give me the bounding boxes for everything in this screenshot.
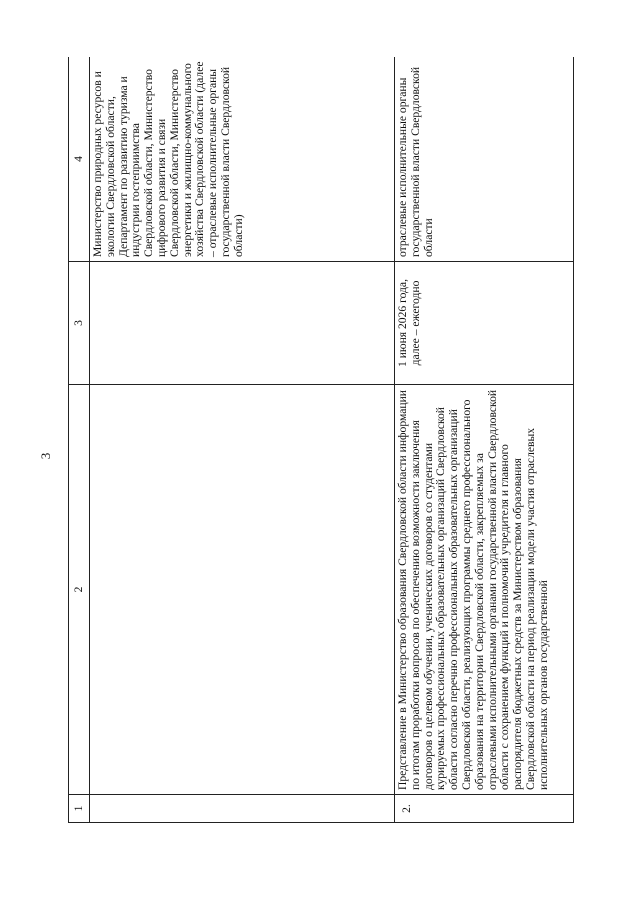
- row1-term: [90, 262, 395, 385]
- row2-action: Представление в Министерство образования Свердловской области информации по итогам проработки вопросов по обеспечению возможности заключения договоров о целевом обучении, ученических договоров со студентами курируемых профессиональных образовательных организаций Свердловской области согласно перечню профессиональных образовательных организаций Свердловской области, реализующих программы среднего профессионального образования на территории Свердловской области, закрепляемых за отраслевыми исполнительными органами государственной власти Свердловской области с сохранением функций и полномочий учредителя и главного распорядителя бюджетных средств за Министерством образования Свердловской области на период реализации модели участия отраслевых исполнительных органов государственной: [395, 385, 574, 795]
- table-row: [90, 57, 395, 823]
- row1-executors: Министерство природных ресурсов и экологии Свердловской области, Департамент по развитию туризма и индустрии гостеприимства Свердловской области, Министерство цифрового развития и связи Свердловской области, Министерство энергетики и жилищно-коммунального хозяйства Свердловской области (далее – отраслевые исполнительные органы государственной власти Свердловской области): [90, 57, 395, 262]
- table-viewport: [68, 57, 606, 823]
- header-col-2: 2: [69, 385, 90, 795]
- measures-table: [68, 57, 574, 823]
- page-number: 3: [38, 452, 53, 460]
- row1-number: [90, 795, 395, 823]
- rotated-table-container: [68, 57, 606, 823]
- row2-executors: отраслевые исполнительные органы государственной власти Свердловской области: [395, 57, 574, 262]
- header-col-1: 1: [69, 795, 90, 823]
- header-col-3: 3: [69, 262, 90, 385]
- table-row: [395, 57, 574, 823]
- table-header-row: [69, 57, 90, 823]
- row2-number: 2.: [395, 795, 574, 823]
- row2-term: 1 июня 2026 года, далее – ежегодно: [395, 262, 574, 385]
- header-col-4: 4: [69, 57, 90, 262]
- row1-action: [90, 385, 395, 795]
